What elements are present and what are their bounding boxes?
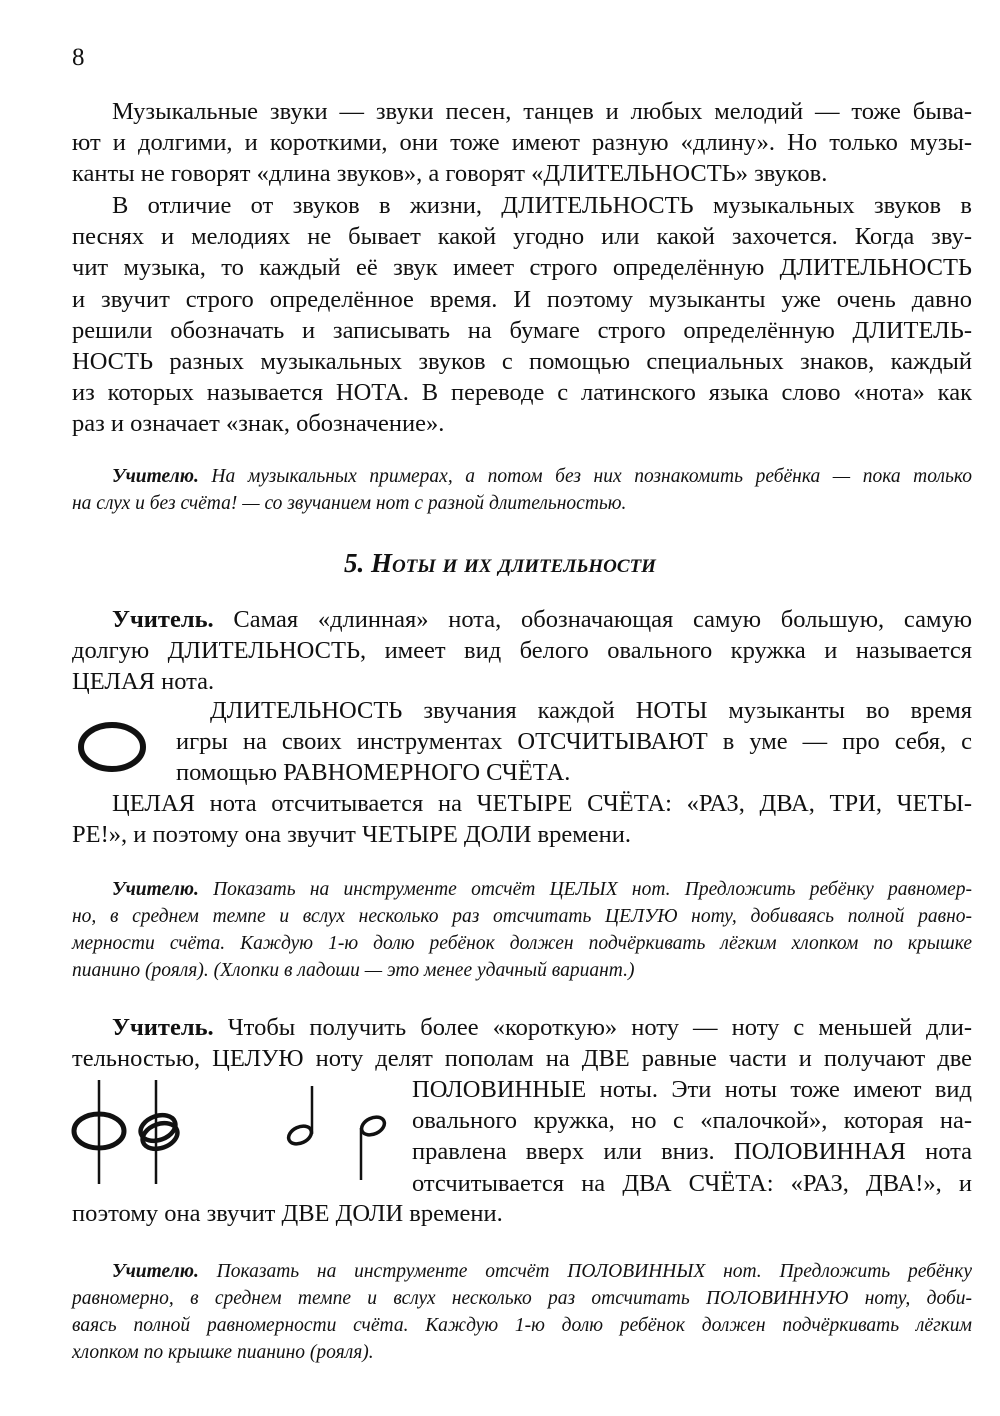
text-line: решили обозначать и записывать на бумаге строго определённую ДЛИТЕЛЬ- xyxy=(72,316,972,344)
paragraph-text: Самая «длинная» нота, обозначающая самую большую, самую xyxy=(213,606,972,633)
note-text: На музыкальных примерах, а потом без них познакомить ребёнка — пока только xyxy=(198,466,972,487)
text-line xyxy=(72,876,972,903)
text-line: ют и долгими, и короткими, они тоже имеют разную «длину». Но только музы- xyxy=(72,129,972,157)
teacher-note-3 xyxy=(72,1258,972,1366)
paragraph-5 xyxy=(72,788,972,850)
section-title: 5. Ноты и их длительности xyxy=(344,548,656,578)
text-line: помощью РАВНОМЕРНОГО СЧЁТА. xyxy=(176,759,571,787)
text-line: чит музыка, то каждый её звук имеет строго определённую ДЛИТЕЛЬНОСТЬ xyxy=(72,254,972,282)
text-line: ваясь полной равномерности счёта. Каждую 1-ю долю ребёнок должен подчёркивать лёгким xyxy=(72,1315,972,1336)
teacher-note-2 xyxy=(72,876,972,984)
text-line: ЦЕЛАЯ нота отсчитывается на ЧЕТЫРЕ СЧЁТА: «РАЗ, ДВА, ТРИ, ЧЕТЫ- xyxy=(112,790,972,817)
text-line xyxy=(72,604,972,635)
text-line: долгую ДЛИТЕЛЬНОСТЬ, имеет вид белого овального кружка и называется xyxy=(72,637,972,665)
text-line: овального кружка, но с «палочкой», которая на- xyxy=(412,1107,972,1135)
text-line xyxy=(72,463,972,490)
whole-note-icon xyxy=(74,712,154,782)
speaker-label: Учитель. xyxy=(112,606,214,633)
page-number: 8 xyxy=(72,44,85,71)
text-line: ПОЛОВИННЫЕ ноты. Эти ноты тоже имеют вид xyxy=(412,1076,972,1103)
note-text: Показать на инструменте отсчёт ПОЛОВИННЫХ нот. Предложить ребёнку xyxy=(198,1261,972,1282)
note-lead: Учителю. xyxy=(112,1261,199,1282)
note-lead: Учителю. xyxy=(112,466,199,487)
text-line xyxy=(72,1258,972,1285)
text-line: мерности счёта. Каждую 1-ю долю ребёнок должен подчёркивать лёгким хлопком по крышке xyxy=(72,933,972,954)
text-line: хлопком по крышке пианино (рояля). xyxy=(72,1342,374,1363)
note-text: Показать на инструменте отсчёт ЦЕЛЫХ нот. Предложить ребёнку равномер- xyxy=(198,879,972,900)
text-line xyxy=(72,1012,972,1043)
text-line: на слух и без счёта! — со звучанием нот с разной длительностью. xyxy=(72,493,627,514)
text-line: песнях и мелодиях не бывает какой угодно или какой захочется. Когда зву- xyxy=(72,223,972,251)
half-note-stem-up-icon xyxy=(286,1086,315,1147)
paragraph-3 xyxy=(72,604,972,698)
paragraph-text: Чтобы получить более «короткую» ноту — ноту с меньшей дли- xyxy=(213,1014,972,1041)
text-line: РЕ!», и поэтому она звучит ЧЕТЫРЕ ДОЛИ времени. xyxy=(72,821,631,849)
text-line: правлена вверх или вниз. ПОЛОВИННАЯ нота xyxy=(412,1138,972,1166)
half-notes-illustration xyxy=(60,1078,400,1190)
text-line: НОСТЬ разных музыкальных звуков с помощью специальных знаков, каждый xyxy=(72,348,972,376)
paragraph-4 xyxy=(176,695,972,789)
text-line: и звучит строго определённое время. И поэтому музыканты уже очень давно xyxy=(72,285,972,313)
text-line: но, в среднем темпе и вслух несколько раз отсчитать ЦЕЛУЮ ноту, добиваясь полной равно- xyxy=(72,906,972,927)
text-line: Музыкальные звуки — звуки песен, танцев и любых мелодий — тоже быва- xyxy=(112,98,972,125)
text-line: пианино (рояля). (Хлопки в ладоши — это менее удачный вариант.) xyxy=(72,960,635,981)
text-line: раз и означает «знак, обозначение». xyxy=(72,410,445,438)
text-line: поэтому она звучит ДВЕ ДОЛИ времени. xyxy=(72,1200,503,1227)
teacher-note-1 xyxy=(72,463,972,517)
note-lead: Учителю. xyxy=(112,879,199,900)
text-line: ЦЕЛАЯ нота. xyxy=(72,668,215,696)
paragraph-2 xyxy=(72,190,972,440)
text-line: тельностью, ЦЕЛУЮ ноту делят пополам на ДВЕ равные части и получают две xyxy=(72,1045,972,1073)
text-line: канты не говорят «длина звуков», а говорят «ДЛИТЕЛЬНОСТЬ» звуков. xyxy=(72,160,828,188)
paragraph-1 xyxy=(72,96,972,190)
speaker-label: Учитель. xyxy=(112,1014,214,1041)
text-line: В отличие от звуков в жизни, ДЛИТЕЛЬНОСТЬ музыкальных звуков в xyxy=(112,192,972,219)
whole-note-split-icon xyxy=(74,1080,124,1184)
paragraph-7-tail xyxy=(72,1198,972,1229)
text-line: равномерно, в среднем темпе и вслух несколько раз отсчитать ПОЛОВИННУЮ ноту, доби- xyxy=(72,1288,972,1309)
half-note-stem-down-icon xyxy=(359,1114,388,1180)
text-line: из которых называется НОТА. В переводе с латинского языка слово «нота» как xyxy=(72,379,972,407)
paragraph-6 xyxy=(72,1012,972,1074)
text-line: отсчитывается на ДВА СЧЁТА: «РАЗ, ДВА!», и xyxy=(412,1169,972,1197)
half-notes-overlap-icon xyxy=(137,1080,181,1184)
text-line: ДЛИТЕЛЬНОСТЬ звучания каждой НОТЫ музыканты во время xyxy=(210,697,972,724)
paragraph-7 xyxy=(412,1074,972,1199)
text-line: игры на своих инструментах ОТСЧИТЫВАЮТ в уме — про себя, с xyxy=(176,728,972,756)
